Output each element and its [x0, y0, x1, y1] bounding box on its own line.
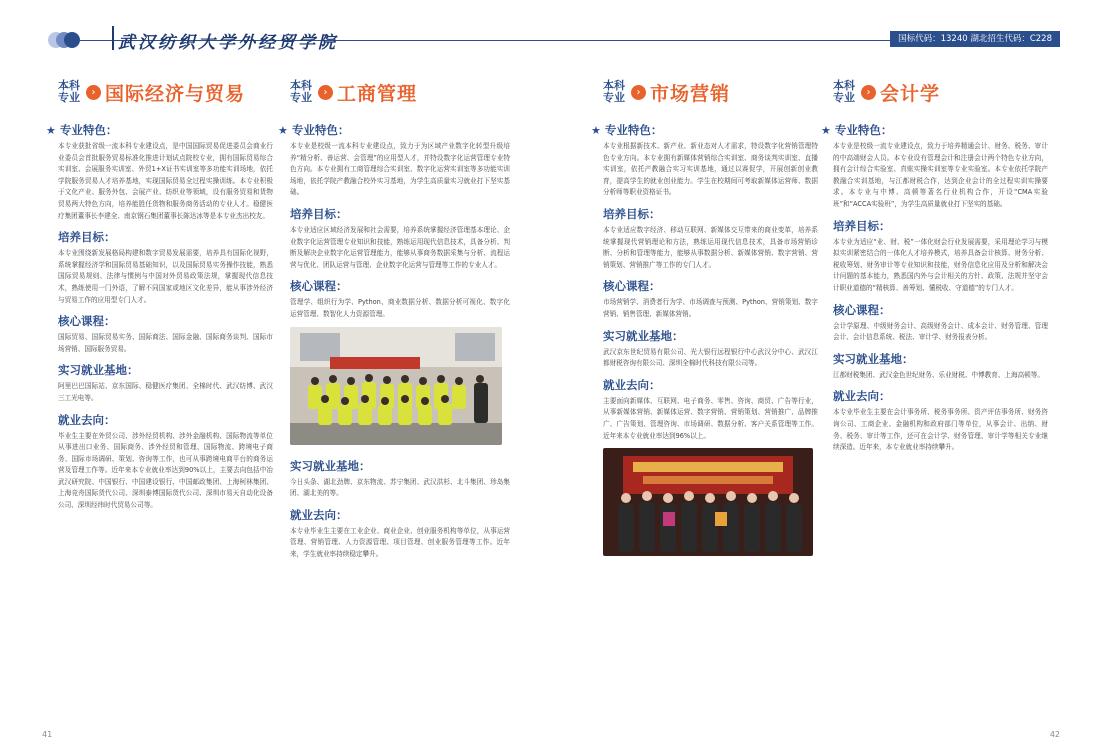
group-photo-image	[290, 327, 502, 445]
major-title: 工商管理	[337, 82, 418, 105]
star-icon: ★	[821, 123, 831, 137]
section-body: 本专业为适应“业、财、税”一体化财会行业发展需要，采用理论学习与模拟实训紧密结合的一体化人才培养模式，培养具备会计核算、财务分析、税收筹划、财务审计等专业知识和技能，财务信息化应用及分析和解决会计问题的基本能力，熟悉国内外与会计相关的方针、政策、法规并坚守会计职业道德的“精核算、善筹划、懂税收、守道德”的专门人才。	[833, 237, 1048, 292]
section-body: 武汉京东世纪贸易有限公司、光大银行远程银行中心武汉分中心、武汉江都财税咨询有限公司、深圳全棉时代科技有限公司等。	[603, 347, 818, 368]
section-body: 毕业生主要在外贸公司、涉外经贸机构、涉外金融机构、国际物流等单位从事进出口业务、国际商务、涉外经贸和管理、国际物流、跨境电子商务、国际市场调研、策划、咨询等工作，也可从事跨境电商平台的商务运营及管理工作等。近年来本专业就业率达到90%以上，主要去向包括中冶武汉研究院、中国银行、中国建设银行、中国邮政集团、上海柯林集团、上海竞舟国际货代公司、深圳泰博国际货代公司、深圳市易天自动化设备公司、深圳经纬时代贸易公司等。	[58, 431, 273, 510]
section-title: 实习就业基地：	[290, 458, 371, 473]
college-logo: 武汉纺织大学外经贸学院	[118, 33, 338, 53]
major-heading	[58, 78, 273, 106]
major-column-accounting	[821, 78, 1048, 454]
section-body: 本专业获批省级一流本科专业建设点，是中国国际贸易促进委员会商业行业委员会首批服务贸易标准化推进计划试点院校专业，拥有国际贸易综合实训室、会展服务实训室、外贸1+X证书实训室等多功能实训场地，依托学院服务贸易人才培养基地，实现国际贸易全过程实操训练。本专业积极于文化产业、服务外包、会展产业、纺织业等领域，设有服务贸易和货物贸易两大特色方向，培养能胜任货物和服务商务活动的专业人才。稳健医疗集团董事长李建全、南京钢石集团董事长陈达冰等是本专业杰出校友。	[58, 142, 273, 220]
major-title: 市场营销	[650, 82, 731, 105]
section-title: 培养目标：	[290, 206, 348, 221]
major-heading	[290, 78, 510, 106]
undergrad-label: 本科专业	[833, 79, 855, 104]
section-title: 培养目标：	[603, 206, 661, 221]
section-body: 市场营销学、消费者行为学、市场调查与预测、Python、营销策划、数字营销、销售管理、新媒体营销。	[603, 298, 818, 318]
section-body: 阿里巴巴国际站、京东国际、稳健医疗集团、全棉时代、武汉纺博、武汉三工光电等。	[58, 382, 273, 402]
section-title: 实习就业基地：	[58, 363, 139, 378]
major-title: 会计学	[880, 82, 941, 105]
major-heading	[603, 78, 818, 106]
major-title: 国际经济与贸易	[105, 82, 246, 105]
section-title: 就业去向：	[603, 377, 661, 392]
section-title: 核心课程：	[603, 279, 661, 294]
award-ceremony-image	[603, 448, 813, 556]
decor-dot	[64, 32, 80, 48]
undergrad-label: 本科专业	[290, 79, 312, 104]
undergrad-label: 本科专业	[603, 79, 625, 104]
star-icon: ★	[46, 123, 56, 137]
star-icon: ★	[278, 123, 288, 137]
section-body: 会计学原理、中级财务会计、高级财务会计、成本会计、财务管理、管理会计、会计信息系统、税法、审计学、财务报表分析。	[833, 321, 1048, 342]
section-body: 本专业根据新技术、新产业、新业态对人才需求，特设数字化营销管理特色专业方向。本专业拥有新媒体营销综合实训室、商务谈判实训室、直播实训室，依托产教融合实习实训基地，通过以赛促学，开展创新创业教育，提高学生的就业创业能力。学生在校期间可考取新媒体运营师、数据分析师等职业资格证书。	[603, 142, 818, 197]
major-column-business-admin	[278, 78, 510, 561]
section-title: ★ 专业特色：	[821, 123, 893, 137]
chevron-right-icon: ›	[631, 85, 646, 100]
section-body: 本专业围绕新发展格局构建和数字贸易发展需要，培养具有国际化视野，系统掌握经济学和国际贸易基础知识，以及国际贸易实务操作技能，熟悉国际贸易规则、法律与惯例与中国对外贸易政策法规，掌握现代信息技术，熟练使用一门外语，了解不同国家或地区文化差异，能从事涉外经济与贸易工作的应用型专门人才。	[58, 249, 273, 304]
section-title: 培养目标：	[58, 230, 116, 245]
star-icon: ★	[591, 123, 601, 137]
section-title: 核心课程：	[58, 314, 116, 329]
major-heading	[833, 78, 1048, 106]
section-body: 本专业是校级一流专业建设点，致力于培养精通会计、财务、税务、审计的中高端财会人员。本专业设有管理会计和注册会计两个特色专业方向，拥有会计综合实验室、真账实操实训室等专业实验室。本专业依托学院产教融合实训基地，与江都财税合作，达到企业会计的全过程实训实操要求。本专业与中博、高顿等著名行业机构合作，开设“CMA实验班”和“ACCA实验班”，为学生高质量就业打下坚实的基础。	[833, 142, 1048, 208]
section-title: 就业去向：	[833, 389, 891, 404]
section-title: 培养目标：	[833, 218, 891, 233]
section-body: 本专业是校级一流本科专业建设点，致力于为区域产业数字化转型升级培养“精分析、善运营、会管理”的应用型人才，并特设数字化运营管理专业特色方向。本专业拥有工商管理综合实训室、数字化运营实训室等多功能实训场地，依托学院产教融合校外实习基地，为学生高质量实习就业打下坚实基础。	[290, 142, 510, 197]
section-title: ★ 专业特色：	[46, 123, 118, 137]
section-body: 国际贸易、国际贸易实务、国际商法、国际金融、国际商务谈判、国际市场营销、国际服务贸易。	[58, 333, 273, 353]
section-title: 实习就业基地：	[603, 328, 684, 343]
section-body: 本专业毕业生主要在会计事务所、税务事务所、资产评估事务所、财务咨询公司、工商企业、金融机构和政府部门等单位，从事会计、出纳、财务、税务、审计等工作，还可在会计学、财务管理、审计学等相关专业继续深造。近年来，本专业就业率持续攀升。	[833, 408, 1048, 452]
logo-bar	[112, 26, 114, 50]
page-number-left: 41	[42, 730, 53, 739]
section-title: 核心课程：	[290, 279, 348, 294]
section-body: 主要面向新媒体、互联网、电子商务、零售、咨询、商贸、广告等行业，从事新媒体营销、新媒体运营、数字营销、营销策划、营销推广、品牌推广、广告策划、管理咨询、市场调研、数据分析、客户关系管理等工作。近年来本专业就业率达到96%以上。	[603, 396, 818, 440]
page-number-right: 42	[1049, 730, 1060, 739]
section-title: 核心课程：	[833, 302, 891, 317]
chevron-right-icon: ›	[318, 85, 333, 100]
chevron-right-icon: ›	[861, 85, 876, 100]
admission-code-badge: 国标代码：13240 湖北招生代码：C228	[890, 31, 1060, 47]
section-body: 本专业毕业生主要在工业企业、商业企业、创业服务机构等单位，从事运营管理、营销管理、人力资源管理、项目管理、创业服务管理等工作。近年来，学生就业率持续稳定攀升。	[290, 526, 510, 558]
section-title: ★ 专业特色：	[278, 123, 350, 137]
section-title: 就业去向：	[290, 507, 348, 522]
section-body: 管理学、组织行为学、Python、商业数据分析、数据分析可视化、数字化运营管理、数智化人力资源管理。	[290, 298, 510, 318]
undergrad-label: 本科专业	[58, 79, 80, 104]
major-column-marketing	[591, 78, 818, 562]
section-title: 就业去向：	[58, 412, 116, 427]
major-column-international-trade	[46, 78, 273, 512]
chevron-right-icon: ›	[86, 85, 101, 100]
section-body: 本专业适应数字经济、移动互联网、新媒体交互带来的商业变革，培养系统掌握现代营销理论和方法，熟练运用现代信息技术，具备市场营销诊断、分析和管理等能力，能够从事数据分析、新媒体营销、数字营销、营销策划、营销推广等工作的专门人才。	[603, 225, 818, 269]
section-title: 实习就业基地：	[833, 351, 914, 366]
section-title: ★ 专业特色：	[591, 123, 663, 137]
section-body: 江都财税集团、武汉金色世纪财务、乐业财税、中博教育、上海高顿等。	[833, 370, 1044, 379]
section-body: 本专业适应区域经济发展和社会需要，培养系统掌握经济管理基本理论、企业数字化运营管理专业知识和技能，熟练运用现代信息技术，具备分析、判断及解决企业数字化运营管理能力，能够从事商务数据采集与分析、流程运营与优化、团队运营与管理、企业数字化运营与管理等工作的专业人才。	[290, 225, 510, 269]
section-body: 今日头条、湖北劲牌、京东物流、苏宁集团、武汉洪杉、北斗集团、珍岛集团、湖北美的等。	[290, 477, 510, 498]
